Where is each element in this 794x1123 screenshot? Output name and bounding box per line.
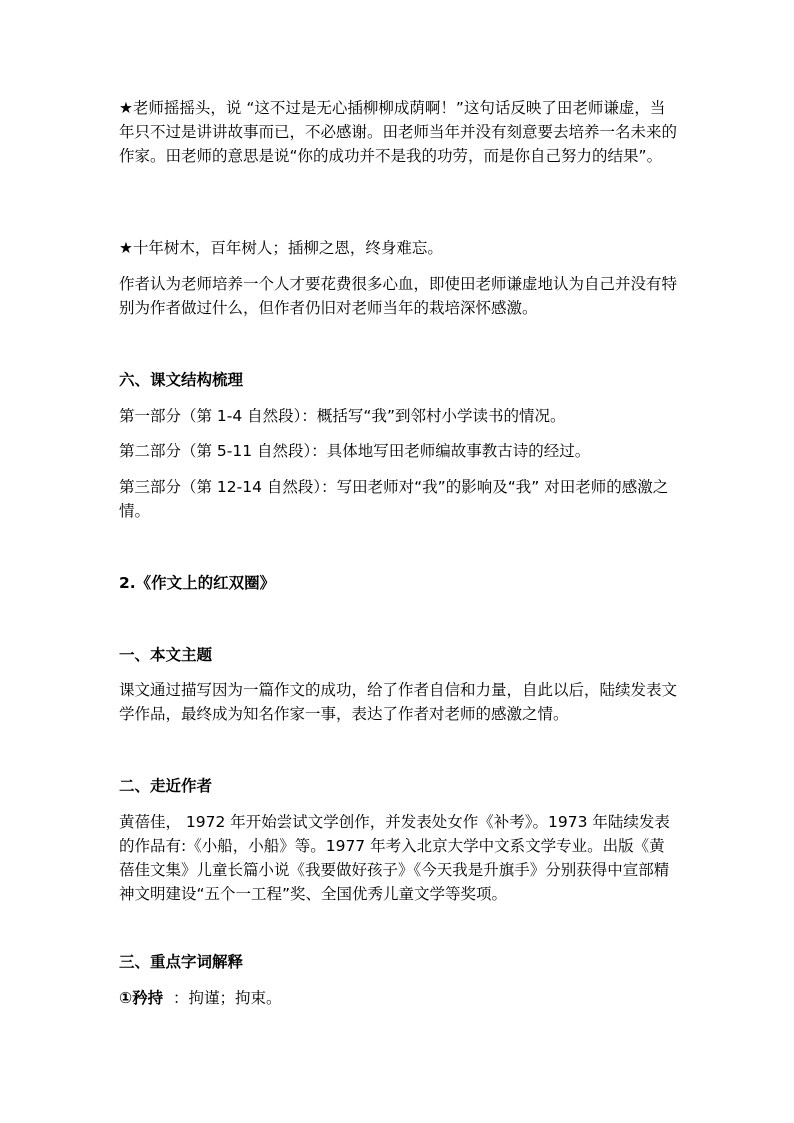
paragraph-author-gratitude: 作者认为老师培养一个人才要花费很多心血，即使田老师谦虚地认为自己并没有特别为作者做过什么，但作者仍旧对老师当年的栽培深怀感激。 xyxy=(119,275,678,317)
structure-part-2: 第二部分（第 5-11 自然段）：具体地写田老师编故事教古诗的经过。 xyxy=(119,442,591,460)
quote-proverb: ★十年树木，百年树人；插柳之恩，终身难忘。 xyxy=(119,239,443,257)
section-heading-author: 二、走近作者 xyxy=(119,777,213,795)
section-heading-vocabulary: 三、重点字词解释 xyxy=(119,953,244,971)
vocab-definition: ：拘谨；拘束。 xyxy=(172,989,282,1007)
vocab-item xyxy=(119,986,679,1010)
paragraph-author-bio: 黄蓓佳， 1972 年开始尝试文学创作，并发表处女作《补考》。1973 年陆续发表的作品有:《小船，小船》等。1977 年考入北京大学中文系文学专业。出版《黄蓓佳文集》儿童长篇小说《我要做好孩子》《今天我是升旗手》分别获得中宣部精神文明建设“五个一工程”奖、全国优秀儿童文学等奖项。 xyxy=(119,813,670,903)
structure-part-1: 第一部分（第 1-4 自然段）：概括写“我”到邻村小学读书的情况。 xyxy=(119,407,566,425)
section-heading-structure: 六、课文结构梳理 xyxy=(119,371,244,389)
structure-part-3: 第三部分（第 12-14 自然段）：写田老师对“我”的影响及“我” 对田老师的感激之情。 xyxy=(119,478,669,520)
quote-tian-teacher-modesty: ★老师摇摇头，说 “这不过是无心插柳柳成荫啊！”这句话反映了田老师谦虚，当年只不过是讲讲故事而已，不必感谢。田老师当年并没有刻意要去培养一名未来的作家。田老师的意思是说“你的成功并不是我的功劳，而是你自己努力的结果”。 xyxy=(119,99,678,165)
paragraph-theme: 课文通过描写因为一篇作文的成功，给了作者自信和力量，自此以后，陆续发表文学作品，最终成为知名作家一事，表达了作者对老师的感激之情。 xyxy=(119,681,678,723)
section-heading-theme: 一、本文主题 xyxy=(119,646,213,664)
lesson-title: 2.《作文上的红双圈》 xyxy=(119,574,276,592)
vocab-term: ①矜持 xyxy=(119,989,164,1007)
